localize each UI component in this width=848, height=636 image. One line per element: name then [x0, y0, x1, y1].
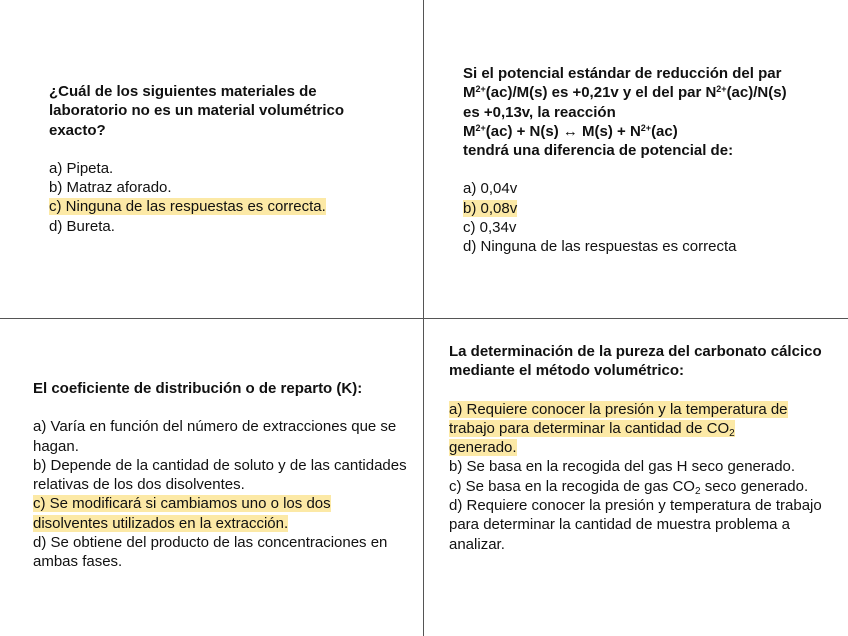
q2-line-2: $M^{2+}(ac)/M(s)$ es +0,21v y el del par $N^{2+}(ac)/N(s)$: [463, 84, 787, 102]
q4-option-a-highlighted[interactable]: a) Requiere conocer la presión y la temperatura de trabajo para determinar la cantidad de $CO_2$ generado.: [449, 400, 788, 457]
q3-option-c-highlighted[interactable]: c) Se modificará si cambiamos uno o los dos disolventes utilizados en la extracción.: [33, 495, 331, 532]
q2-option-a[interactable]: a) 0,04v: [463, 180, 518, 198]
question-4-text: La determinación de la pureza del carbonato cálcico mediante el método volumétrico:: [449, 343, 822, 380]
q2-reaction: $M^{2+}(ac) + N(s)$ ↔ $M(s) + N^{2+}(ac)$: [463, 122, 678, 140]
q2-line-3: es +0,13v, la reacción: [463, 103, 616, 121]
q4-option-b[interactable]: b) Se basa en la recogida del gas H seco generado.: [449, 458, 796, 476]
q3-option-a[interactable]: a) Varía en función del número de extracciones que se hagan.: [33, 418, 397, 455]
q1-option-b[interactable]: b) Matraz aforado.: [49, 179, 172, 197]
question-2-text: [463, 64, 838, 160]
q2-option-c[interactable]: c) 0,34v: [463, 219, 517, 237]
q2-option-d[interactable]: d) Ninguna de las respuestas es correcta: [463, 238, 737, 256]
q2-line-1: Si el potencial estándar de reducción del par: [463, 65, 782, 82]
q3-option-d[interactable]: d) Se obtiene del producto de las concentraciones en ambas fases.: [33, 534, 388, 571]
question-card-4: [449, 342, 834, 554]
q1-option-c-highlighted[interactable]: c) Ninguna de las respuestas es correcta.: [49, 198, 326, 216]
q2-line-5: tendrá una diferencia de potencial de:: [463, 142, 734, 160]
q4-option-d[interactable]: d) Requiere conocer la presión y temperatura de trabajo para determinar la cantidad de muestra problema a analizar.: [449, 497, 822, 553]
q3-option-b[interactable]: b) Depende de la cantidad de soluto y de las cantidades relativas de los dos disolventes.: [33, 456, 407, 494]
question-card-2: [463, 64, 838, 257]
question-card-3: [33, 379, 418, 572]
question-card-1: [49, 82, 389, 236]
question-3-text: El coeficiente de distribución o de reparto (K):: [33, 380, 363, 397]
horizontal-divider: [0, 318, 848, 319]
q4-option-c[interactable]: c) Se basa en la recogida de gas $CO_2$ seco generado.: [449, 477, 809, 497]
q1-option-d[interactable]: d) Bureta.: [49, 217, 115, 235]
question-1-text: ¿Cuál de los siguientes materiales de laboratorio no es un material volumétrico exacto?: [49, 83, 345, 139]
q1-option-a[interactable]: a) Pipeta.: [49, 159, 114, 177]
q2-option-b-highlighted[interactable]: b) 0,08v: [463, 199, 518, 217]
